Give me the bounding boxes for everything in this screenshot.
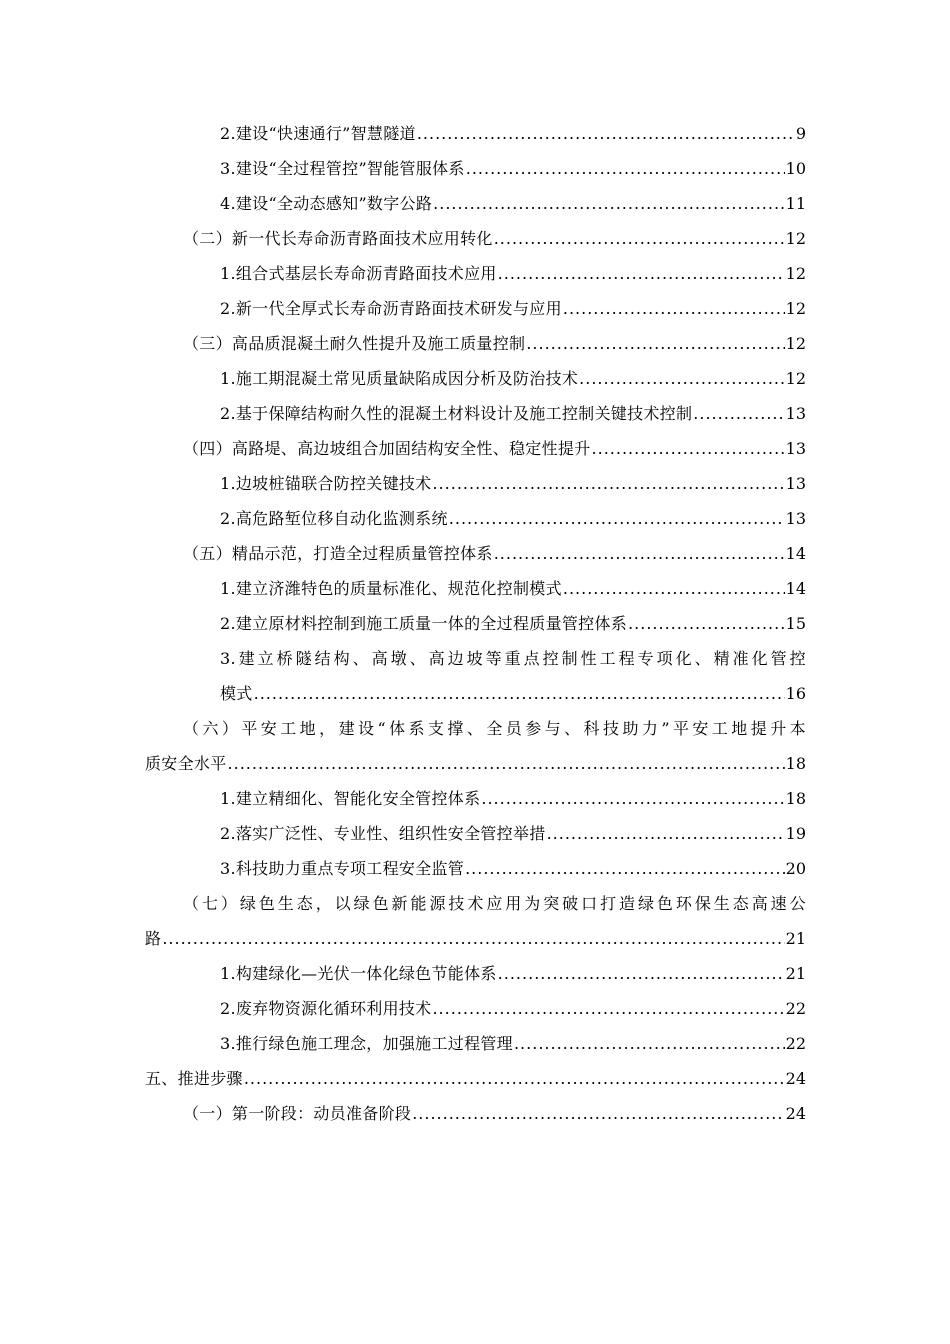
toc-entry-title: （五）精品示范，打造全过程质量管控体系 xyxy=(183,544,493,563)
toc-entry[interactable] xyxy=(0,991,950,1026)
toc-entry[interactable] xyxy=(0,781,950,816)
toc-entry-title: 2.新一代全厚式长寿命沥青路面技术研发与应用 xyxy=(220,299,562,318)
toc-entry[interactable] xyxy=(0,466,950,501)
toc-dot-leader xyxy=(494,536,785,571)
toc-entry[interactable] xyxy=(0,1096,950,1131)
toc-dot-leader xyxy=(563,291,785,326)
toc-page-number: 12 xyxy=(785,299,806,318)
toc-page-number: 14 xyxy=(785,544,806,563)
toc-entry[interactable] xyxy=(0,256,950,291)
toc-page-number: 15 xyxy=(785,614,806,633)
toc-entry-title: 4.建设“全动态感知”数字公路 xyxy=(220,194,433,213)
toc-entry[interactable] xyxy=(0,1026,950,1061)
toc-entry-title: 1.施工期混凝土常见质量缺陷成因分析及防治技术 xyxy=(220,369,579,388)
toc-dot-leader xyxy=(563,571,785,606)
toc-entry-title: （三）高品质混凝土耐久性提升及施工质量控制 xyxy=(183,334,526,353)
toc-entry-title: 1.建立济潍特色的质量标准化、规范化控制模式 xyxy=(220,579,562,598)
toc-entry[interactable] xyxy=(0,221,950,256)
toc-entry-title: 3.建设“全过程管控”智能管服体系 xyxy=(220,159,465,178)
toc-entry-title: 3.推行绿色施工理念，加强施工过程管理 xyxy=(220,1034,513,1053)
toc-page-number: 10 xyxy=(785,159,806,178)
toc-dot-leader xyxy=(162,921,784,956)
toc-dot-leader xyxy=(417,116,795,151)
toc-dot-leader xyxy=(498,256,785,291)
toc-entry-title: 2.废弃物资源化循环利用技术 xyxy=(220,999,432,1018)
toc-dot-leader xyxy=(432,466,784,501)
toc-dot-leader xyxy=(498,956,785,991)
toc-page-number: 18 xyxy=(785,754,806,773)
toc-entry[interactable] xyxy=(0,431,950,466)
toc-dot-leader xyxy=(433,186,785,221)
toc-entry[interactable] xyxy=(0,1061,950,1096)
toc-entry-title: 2.落实广泛性、专业性、组织性安全管控举措 xyxy=(220,824,546,843)
toc-entry-title: （二）新一代长寿命沥青路面技术应用转化 xyxy=(183,229,493,248)
toc-entry[interactable] xyxy=(0,816,950,851)
toc-entry-title: 1.建立精细化、智能化安全管控体系 xyxy=(220,789,481,808)
toc-entry-title: 2.建立原材料控制到施工质量一体的全过程质量管控体系 xyxy=(220,614,628,633)
toc-entry-title-continued: 质安全水平 xyxy=(145,754,227,773)
toc-entry[interactable] xyxy=(0,571,950,606)
toc-entry[interactable] xyxy=(0,361,950,396)
toc-entry-title-continued: 模式 xyxy=(220,684,253,703)
toc-entry-title: 2.基于保障结构耐久性的混凝土材料设计及施工控制关键技术控制 xyxy=(220,404,693,423)
toc-entry[interactable] xyxy=(0,116,950,151)
toc-page-number: 12 xyxy=(785,369,806,388)
toc-entry[interactable] xyxy=(0,151,950,186)
toc-entry[interactable] xyxy=(0,186,950,221)
toc-entry-title: （七）绿色生态，以绿色新能源技术应用为突破口打造绿色环保生态高速公 xyxy=(183,894,806,913)
toc-dot-leader xyxy=(628,606,785,641)
toc-dot-leader xyxy=(465,851,785,886)
toc-entry-title: （四）高路堤、高边坡组合加固结构安全性、稳定性提升 xyxy=(183,439,591,458)
toc-entry[interactable] xyxy=(0,536,950,571)
toc-page-number: 19 xyxy=(785,824,806,843)
toc-entry[interactable] xyxy=(0,606,950,641)
toc-page-number: 12 xyxy=(785,334,806,353)
toc-page-number: 11 xyxy=(785,194,806,213)
toc-entry[interactable] xyxy=(0,501,950,536)
toc-page-number: 13 xyxy=(785,509,806,528)
toc-dot-leader xyxy=(693,396,784,431)
toc-page-number: 12 xyxy=(785,229,806,248)
toc-page-number: 13 xyxy=(785,404,806,423)
toc-page-number: 20 xyxy=(785,859,806,878)
toc-entry-title: 五、推进步骤 xyxy=(145,1069,243,1088)
toc-entry-title: 3.科技助力重点专项工程安全监管 xyxy=(220,859,465,878)
toc-dot-leader xyxy=(494,221,785,256)
toc-entry[interactable] xyxy=(0,711,950,781)
toc-dot-leader xyxy=(244,1061,785,1096)
toc-entry[interactable] xyxy=(0,956,950,991)
toc-entry-title: 3.建立桥隧结构、高墩、高边坡等重点控制性工程专项化、精准化管控 xyxy=(220,649,806,668)
toc-page-number: 13 xyxy=(785,439,806,458)
toc-page-number: 16 xyxy=(785,684,806,703)
toc-dot-leader xyxy=(254,676,785,711)
toc-entry-title: （六）平安工地，建设“体系支撑、全员参与、科技助力”平安工地提升本 xyxy=(183,719,806,738)
toc-entry[interactable] xyxy=(0,396,950,431)
toc-page-number: 22 xyxy=(785,1034,806,1053)
toc-dot-leader xyxy=(592,431,785,466)
toc-entry-title: 1.边坡桩锚联合防控关键技术 xyxy=(220,474,432,493)
toc-page-number: 24 xyxy=(785,1104,806,1123)
toc-dot-leader xyxy=(466,151,785,186)
toc-page-number: 24 xyxy=(785,1069,806,1088)
toc-entry-title: 1.组合式基层长寿命沥青路面技术应用 xyxy=(220,264,497,283)
toc-page-number: 21 xyxy=(785,929,806,948)
toc-dot-leader xyxy=(432,991,784,1026)
toc-entry[interactable] xyxy=(0,851,950,886)
toc-dot-leader xyxy=(526,326,784,361)
toc-dot-leader xyxy=(481,781,784,816)
toc-dot-leader xyxy=(228,746,785,781)
toc-page-number: 13 xyxy=(785,474,806,493)
toc-entry[interactable] xyxy=(0,291,950,326)
toc-entry-title: 1.构建绿化—光伏一体化绿色节能体系 xyxy=(220,964,497,983)
toc-dot-leader xyxy=(579,361,784,396)
toc-dot-leader xyxy=(547,816,785,851)
toc-page-number: 18 xyxy=(785,789,806,808)
toc-entry[interactable] xyxy=(0,326,950,361)
toc-entry-title: （一）第一阶段：动员准备阶段 xyxy=(183,1104,412,1123)
toc-page-number: 14 xyxy=(785,579,806,598)
toc-entry-title: 2.高危路堑位移自动化监测系统 xyxy=(220,509,448,528)
table-of-contents xyxy=(0,116,950,1131)
toc-page-number: 9 xyxy=(795,124,806,143)
toc-page-number: 21 xyxy=(785,964,806,983)
toc-dot-leader xyxy=(449,501,785,536)
toc-dot-leader xyxy=(514,1026,785,1061)
toc-entry[interactable] xyxy=(0,886,950,956)
toc-entry-title: 2.建设“快速通行”智慧隧道 xyxy=(220,124,416,143)
toc-page-number: 22 xyxy=(785,999,806,1018)
toc-dot-leader xyxy=(412,1096,784,1131)
toc-entry-title-continued: 路 xyxy=(145,929,162,948)
toc-page-number: 12 xyxy=(785,264,806,283)
toc-entry[interactable] xyxy=(0,641,950,711)
